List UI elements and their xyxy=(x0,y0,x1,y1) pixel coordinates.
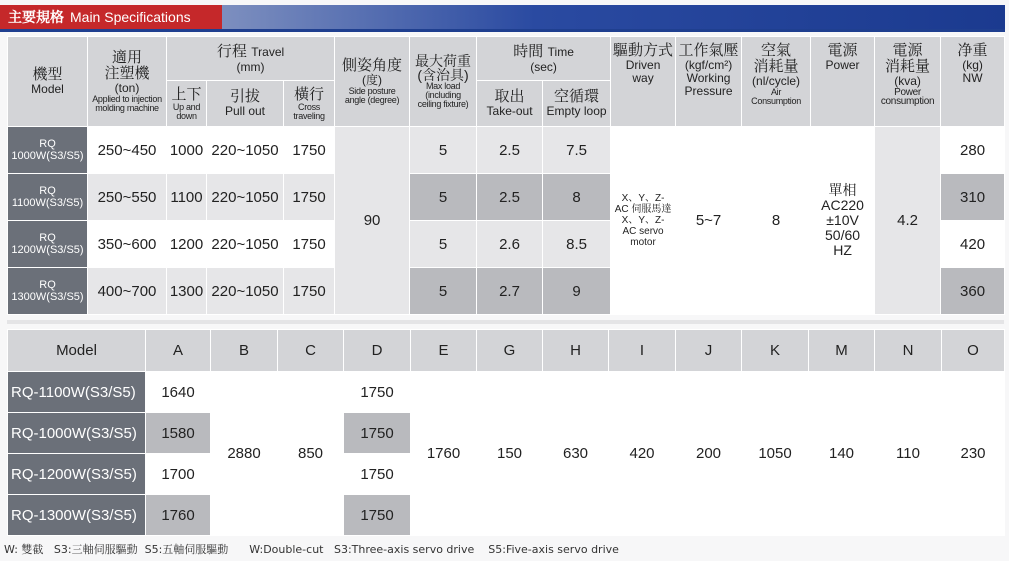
cell-updown: 1300 xyxy=(167,268,207,315)
dim-cell-a: 1760 xyxy=(146,495,211,536)
cell-cross: 1750 xyxy=(284,268,335,315)
cross-en: Cross traveling xyxy=(293,101,325,121)
dim-header-a: A xyxy=(146,330,211,372)
cell-power-consumption: 4.2 xyxy=(875,127,941,315)
dim-cell-d: 1750 xyxy=(344,495,411,536)
side-unit: (度) xyxy=(362,73,383,87)
dim-cell-b: 2880 xyxy=(211,372,278,536)
col-header-machine xyxy=(88,37,167,127)
col-header-model xyxy=(8,37,88,127)
col-header-driven xyxy=(611,37,676,127)
machine-unit: (ton) xyxy=(114,81,140,95)
col-header-power-consumption xyxy=(875,37,941,127)
driven-value-zh: X、Y、Z- AC 伺服馬達 xyxy=(614,193,672,215)
cell-driven xyxy=(611,127,676,315)
cell-takeout: 2.5 xyxy=(477,174,543,221)
cell-machine: 400~700 xyxy=(88,268,167,315)
dim-header-i: I xyxy=(609,330,676,372)
cell-pull: 220~1050 xyxy=(207,174,284,221)
dim-cell-n: 110 xyxy=(875,372,942,536)
footnote: W: 雙截 S3:三軸伺服驅動 S5:五軸伺服驅動 W:Double-cut S3:Three-axis servo drive S5:Five-axis servo drive xyxy=(4,543,619,556)
section-divider xyxy=(7,320,1004,324)
time-zh: 時間 xyxy=(513,43,544,60)
loop-en: Empty loop xyxy=(546,104,607,118)
dim-cell-a: 1640 xyxy=(146,372,211,413)
dim-header-h: H xyxy=(543,330,609,372)
col-header-pressure xyxy=(676,37,742,127)
dim-cell-c: 850 xyxy=(278,372,344,536)
dim-cell-d: 1750 xyxy=(344,372,411,413)
weight-unit: (kg) xyxy=(962,58,983,72)
dim-header-b: B xyxy=(211,330,278,372)
dim-cell-d: 1750 xyxy=(344,413,411,454)
cell-updown: 1200 xyxy=(167,221,207,268)
dim-cell-k: 1050 xyxy=(742,372,809,536)
load-zh: 最大荷重 (含治具) xyxy=(415,53,472,83)
dim-header-c: C xyxy=(278,330,344,372)
cell-loop: 8 xyxy=(543,174,611,221)
cell-power: 單相 AC220 ±10V 50/60 HZ xyxy=(811,127,875,315)
table-row xyxy=(8,127,1005,174)
takeout-zh: 取出 xyxy=(494,88,525,105)
dim-header-g: G xyxy=(477,330,543,372)
col-header-takeout xyxy=(477,81,543,127)
dim-header-m: M xyxy=(809,330,875,372)
spec-title-en: Main Specifications xyxy=(70,9,191,25)
cell-pull: 220~1050 xyxy=(207,221,284,268)
cell-load: 5 xyxy=(410,268,477,315)
cell-pull: 220~1050 xyxy=(207,268,284,315)
cell-machine: 250~450 xyxy=(88,127,167,174)
cell-updown: 1100 xyxy=(167,174,207,221)
col-header-cross xyxy=(284,81,335,127)
dim-cell-e: 1760 xyxy=(411,372,477,536)
header-accent-band xyxy=(222,5,1005,29)
cell-takeout: 2.7 xyxy=(477,268,543,315)
dim-row-model: RQ-1100W(S3/S5) xyxy=(8,372,146,413)
dim-cell-o: 230 xyxy=(942,372,1005,536)
cell-loop: 9 xyxy=(543,268,611,315)
power-zh: 電源 xyxy=(827,42,858,59)
machine-en: Applied to injection molding machine xyxy=(92,94,162,113)
pcons-en: Power consumption xyxy=(880,87,935,107)
dim-cell-a: 1580 xyxy=(146,413,211,454)
dim-row-model: RQ-1300W(S3/S5) xyxy=(8,495,146,536)
driven-en: Driven way xyxy=(625,58,661,85)
cross-zh: 橫行 xyxy=(294,85,325,103)
takeout-en: Take-out xyxy=(486,104,533,118)
load-en: Max load (including ceiling fixture) xyxy=(417,81,469,109)
col-header-weight xyxy=(941,37,1005,127)
time-unit: (sec) xyxy=(530,60,557,74)
row-model: RQ 1300W(S3/S5) xyxy=(8,268,88,315)
dimensions-table xyxy=(7,329,1005,536)
dim-header-j: J xyxy=(676,330,742,372)
spec-header-bar xyxy=(0,5,1005,32)
weight-en: NW xyxy=(962,71,983,85)
air-en: Air Consumption xyxy=(751,87,801,106)
dim-cell-h: 630 xyxy=(543,372,609,536)
time-en: Time xyxy=(547,45,574,59)
model-zh: 機型 xyxy=(32,66,63,83)
pressure-zh: 工作氣壓 xyxy=(678,42,739,59)
dim-cell-g: 150 xyxy=(477,372,543,536)
driven-value-en: X、Y、Z- AC servo motor xyxy=(621,215,665,248)
dim-cell-i: 420 xyxy=(609,372,676,536)
cell-cross: 1750 xyxy=(284,221,335,268)
row-model: RQ 1200W(S3/S5) xyxy=(8,221,88,268)
col-header-air xyxy=(742,37,811,127)
pull-en: Pull out xyxy=(224,104,266,118)
col-header-updown xyxy=(167,81,207,127)
dim-header-model: Model xyxy=(8,330,146,372)
weight-zh: 净重 xyxy=(957,42,988,59)
table-row xyxy=(8,372,1005,413)
air-zh: 空氣 消耗量 xyxy=(753,42,799,75)
pcons-zh: 電源 消耗量 xyxy=(885,42,931,75)
dim-header-k: K xyxy=(742,330,809,372)
cell-weight: 420 xyxy=(941,221,1005,268)
travel-en: Travel xyxy=(251,45,285,59)
cell-weight: 310 xyxy=(941,174,1005,221)
dim-header-e: E xyxy=(411,330,477,372)
cell-takeout: 2.5 xyxy=(477,127,543,174)
power-en: Power xyxy=(825,58,860,72)
cell-takeout: 2.6 xyxy=(477,221,543,268)
cell-loop: 7.5 xyxy=(543,127,611,174)
cell-side-angle: 90 xyxy=(335,127,410,315)
col-header-loop xyxy=(543,81,611,127)
col-header-pull xyxy=(207,81,284,127)
dim-cell-d: 1750 xyxy=(344,454,411,495)
updown-zh: 上下 xyxy=(171,85,202,103)
dim-header-d: D xyxy=(344,330,411,372)
cell-cross: 1750 xyxy=(284,174,335,221)
dim-header-o: O xyxy=(942,330,1005,372)
cell-machine: 250~550 xyxy=(88,174,167,221)
spec-title xyxy=(0,5,222,29)
side-en: Side posture angle (degree) xyxy=(344,86,400,105)
specifications-table xyxy=(7,36,1005,315)
cell-air: 8 xyxy=(742,127,811,315)
cell-pressure: 5~7 xyxy=(676,127,742,315)
pcons-unit: (kva) xyxy=(894,74,921,88)
cell-cross: 1750 xyxy=(284,127,335,174)
cell-weight: 360 xyxy=(941,268,1005,315)
updown-en: Up and down xyxy=(172,101,201,121)
col-header-time xyxy=(477,37,611,81)
machine-zh: 適用 注塑機 xyxy=(104,49,150,82)
cell-weight: 280 xyxy=(941,127,1005,174)
col-header-power xyxy=(811,37,875,127)
col-header-side-angle xyxy=(335,37,410,127)
cell-load: 5 xyxy=(410,174,477,221)
dim-row-model: RQ-1000W(S3/S5) xyxy=(8,413,146,454)
pressure-en: Working Pressure xyxy=(684,71,733,98)
row-model: RQ 1100W(S3/S5) xyxy=(8,174,88,221)
cell-updown: 1000 xyxy=(167,127,207,174)
spec-title-zh: 主要規格 xyxy=(8,9,64,25)
col-header-max-load xyxy=(410,37,477,127)
dim-cell-m: 140 xyxy=(809,372,875,536)
dim-cell-j: 200 xyxy=(676,372,742,536)
side-zh: 側姿角度 xyxy=(342,57,403,74)
cell-load: 5 xyxy=(410,221,477,268)
travel-zh: 行程 xyxy=(216,43,247,60)
cell-pull: 220~1050 xyxy=(207,127,284,174)
col-header-travel xyxy=(167,37,335,81)
model-en: Model xyxy=(31,82,64,96)
pull-zh: 引拔 xyxy=(229,88,260,105)
cell-load: 5 xyxy=(410,127,477,174)
dim-cell-a: 1700 xyxy=(146,454,211,495)
cell-machine: 350~600 xyxy=(88,221,167,268)
loop-zh: 空循環 xyxy=(554,88,600,105)
row-model: RQ 1000W(S3/S5) xyxy=(8,127,88,174)
driven-zh: 驅動方式 xyxy=(613,42,674,59)
cell-loop: 8.5 xyxy=(543,221,611,268)
travel-unit: (mm) xyxy=(236,60,265,74)
air-unit: (nl/cycle) xyxy=(752,74,801,88)
dim-row-model: RQ-1200W(S3/S5) xyxy=(8,454,146,495)
dim-header-n: N xyxy=(875,330,942,372)
pressure-unit: (kgf/cm²) xyxy=(684,58,733,72)
